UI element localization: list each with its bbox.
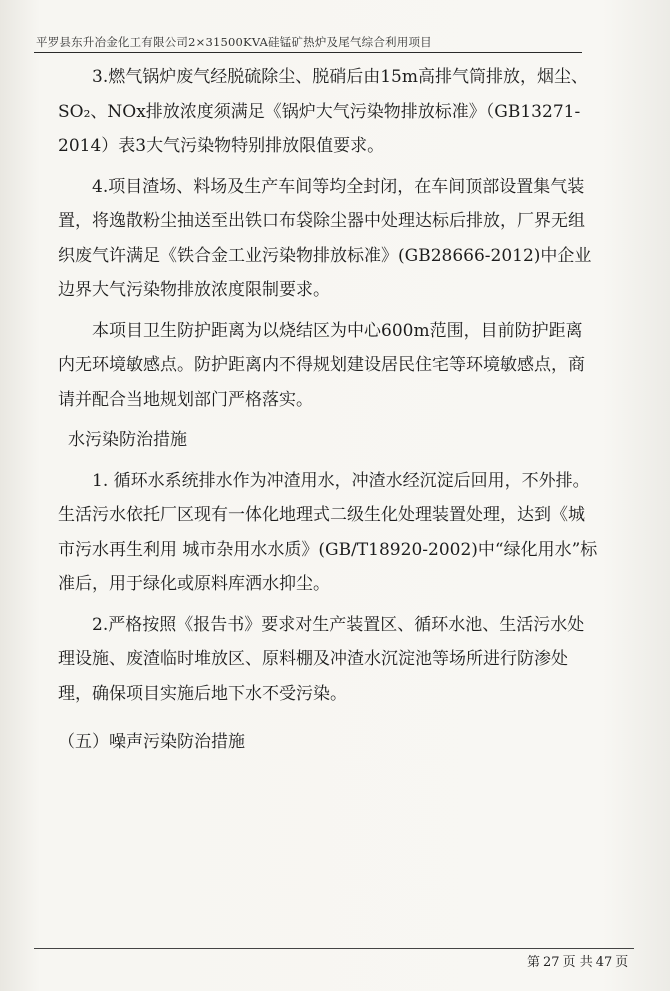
footer-suffix: 页: [615, 955, 629, 970]
page-total: 47: [595, 955, 613, 970]
footer-middle: 页 共: [562, 955, 593, 970]
footer-rule: [34, 948, 634, 949]
page-footer: [527, 951, 647, 970]
document-body: [58, 60, 598, 760]
footer-prefix: 第: [527, 955, 541, 970]
page-number: 27: [543, 955, 560, 970]
noise-pollution-heading: （五）噪声污染防治措施: [58, 732, 245, 752]
paragraph-protection-distance: 本项目卫生防护距离为以烧结区为中心600m范围，目前防护距离内无环境敏感点。防护距离内不得规划建设居民住宅等环境敏感点，商请并配合当地规划部门严格落实。: [58, 320, 585, 410]
paragraph-dust-collection: 4.项目渣场、料场及生产车间等均全封闭，在车间顶部设置集气装置，将逸散粉尘抽送至出铁口布袋除尘器中处理达标后排放，厂界无组织废气许满足《铁合金工业污染物排放标准》(GB28666-2012)中企业边界大气污染物排放浓度限制要求。: [58, 176, 592, 300]
water-pollution-heading: 水污染防治措施: [68, 430, 187, 450]
paragraph-water-recycling: 1. 循环水系统排水作为冲渣用水，冲渣水经沉淀后回用，不外排。生活污水依托厂区现有一体化地理式二级生化处理装置处理，达到《城市污水再生利用 城市杂用水水质》(GB/T18920-2002)中“绿化用水”标准后，用于绿化或原料库洒水抑尘。: [58, 470, 598, 594]
page-header: 平罗县东升冶金化工有限公司2×31500KVA硅锰矿热炉及尾气综合利用项目: [36, 35, 432, 49]
paragraph-boiler-emission: 3.燃气锅炉废气经脱硫除尘、脱硝后由15m高排气筒排放，烟尘、SO₂、NOx排放浓度须满足《锅炉大气污染物排放标准》（GB13271-2014）表3大气污染物特别排放限值要求。: [58, 67, 588, 156]
header-rule: [34, 52, 582, 53]
paragraph-seepage-prevention: 2.严格按照《报告书》要求对生产装置区、循环水池、生活污水处理设施、废渣临时堆放区、原料棚及冲渣水沉淀池等场所进行防渗处理，确保项目实施后地下水不受污染。: [58, 614, 585, 704]
